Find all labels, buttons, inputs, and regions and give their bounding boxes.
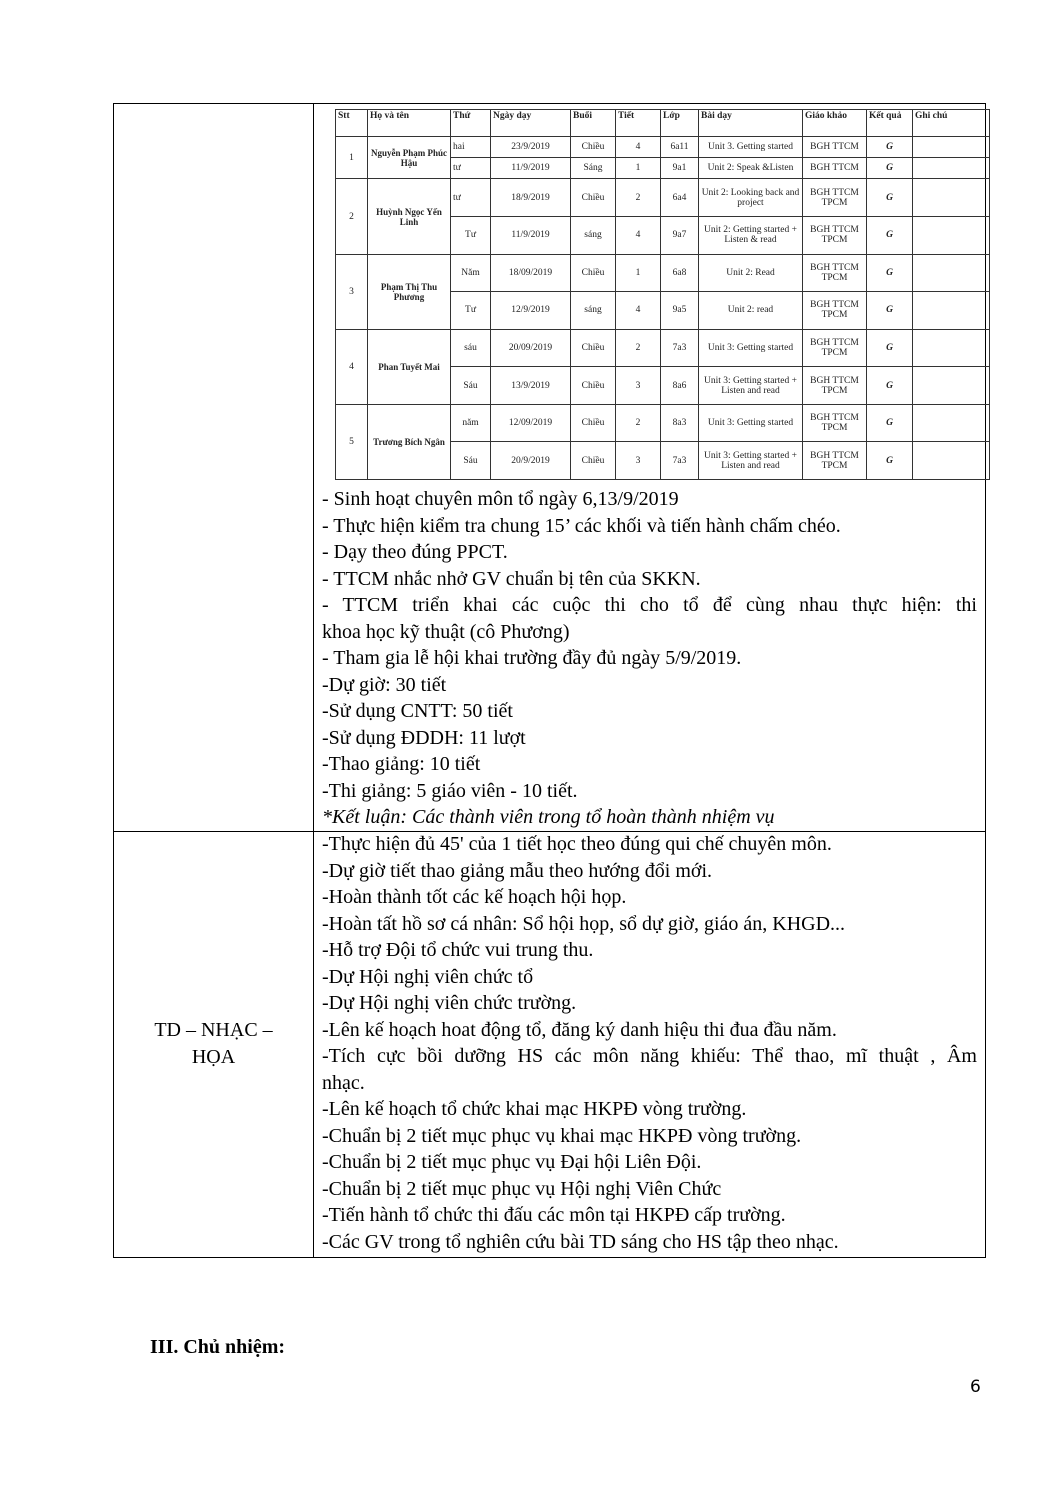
english-activities <box>322 486 977 831</box>
examiner-cell: BGH TTCM TPCM <box>803 292 867 330</box>
examiner-cell: BGH TTCM TPCM <box>803 179 867 217</box>
lesson-cell: Unit 3: Getting started <box>699 329 803 367</box>
session-cell: Chiều <box>571 137 616 158</box>
period-cell: 2 <box>616 179 661 217</box>
period-cell: 4 <box>616 217 661 255</box>
note-cell <box>913 217 990 255</box>
session-cell: Chiều <box>571 179 616 217</box>
period-cell: 4 <box>616 137 661 158</box>
class-cell: 6a11 <box>661 137 699 158</box>
examiner-cell: BGH TTCM TPCM <box>803 254 867 292</box>
session-cell: Sáng <box>571 158 616 179</box>
lesson-cell: Unit 2: Read <box>699 254 803 292</box>
period-cell: 3 <box>616 442 661 480</box>
section-heading: III. Chủ nhiệm: <box>150 1336 286 1358</box>
page-number: 6 <box>970 1377 981 1397</box>
group-name-cell <box>114 831 313 1257</box>
period-cell: 3 <box>616 367 661 405</box>
teacher-name: Phạm Thị Thu Phương <box>368 254 451 329</box>
note-cell <box>913 329 990 367</box>
date-cell: 13/9/2019 <box>491 367 571 405</box>
examiner-cell: BGH TTCM <box>803 158 867 179</box>
table-row <box>336 179 990 217</box>
day-cell: năm <box>451 404 491 442</box>
activity-line: -Hỗ trợ Đội tổ chức vui trung thu. <box>322 939 594 961</box>
teacher-name: Trương Bích Ngân <box>368 404 451 479</box>
class-cell: 7a3 <box>661 329 699 367</box>
note-cell <box>913 254 990 292</box>
date-cell: 12/9/2019 <box>491 292 571 330</box>
result-cell: G <box>867 442 913 480</box>
table-row <box>336 329 990 367</box>
class-cell: 9a5 <box>661 292 699 330</box>
header-cell: Tiết <box>616 110 661 137</box>
activity-line: - Sinh hoạt chuyên môn tổ ngày 6,13/9/2019 <box>322 488 679 510</box>
note-cell <box>913 179 990 217</box>
lesson-cell: Unit 3. Getting started <box>699 137 803 158</box>
date-cell: 20/09/2019 <box>491 329 571 367</box>
activity-line: -Dự Hội nghị viên chức tổ <box>322 965 534 988</box>
session-cell: Chiều <box>571 254 616 292</box>
examiner-cell: BGH TTCM <box>803 137 867 158</box>
result-cell: G <box>867 254 913 292</box>
session-cell: Chiều <box>571 367 616 405</box>
table-row <box>336 254 990 292</box>
day-cell: Tư <box>451 292 491 330</box>
activity-line: khoa học kỹ thuật (cô Phương) <box>322 620 570 643</box>
session-cell: Chiều <box>571 329 616 367</box>
activity-line: -Các GV trong tổ nghiên cứu bài TD sáng cho HS tập theo nhạc. <box>322 1230 839 1253</box>
activity-line: -Tiến hành tổ chức thi đấu các môn tại HKPĐ cấp trường. <box>322 1204 786 1226</box>
activity-line: -Chuẩn bị 2 tiết mục phục vụ Đại hội Liên Đội. <box>322 1151 702 1173</box>
activity-line: -Thi giảng: 5 giáo viên - 10 tiết. <box>322 779 578 802</box>
schedule-header-row <box>336 110 990 137</box>
stt-cell: 2 <box>336 179 368 254</box>
group-activities <box>322 831 977 1255</box>
period-cell: 4 <box>616 292 661 330</box>
result-cell: G <box>867 404 913 442</box>
date-cell: 11/9/2019 <box>491 158 571 179</box>
activity-line: -Lên kế hoạch tổ chức khai mạc HKPĐ vòng trường. <box>322 1098 747 1120</box>
session-cell: sáng <box>571 217 616 255</box>
teacher-name: Huỳnh Ngọc Yến Linh <box>368 179 451 254</box>
activity-line: - Tham gia lễ hội khai trường đầy đủ ngày 5/9/2019. <box>322 647 742 669</box>
activity-line: nhạc. <box>322 1071 365 1094</box>
result-cell: G <box>867 329 913 367</box>
header-cell: Ghi chú <box>913 110 990 137</box>
header-cell: Họ và tên <box>368 110 451 137</box>
activity-line: -Tích cực bồi dưỡng HS các môn năng khiếu: Thể thao, mĩ thuật , Âm <box>322 1045 977 1067</box>
result-cell: G <box>867 179 913 217</box>
activity-line: - TTCM triển khai các cuộc thi cho tổ để cùng nhau thực hiện: thi <box>322 594 977 616</box>
day-cell: hai <box>451 137 491 158</box>
teacher-name: Nguyễn Phạm Phúc Hậu <box>368 137 451 179</box>
examiner-cell: BGH TTCM TPCM <box>803 404 867 442</box>
note-cell <box>913 137 990 158</box>
examiner-cell: BGH TTCM TPCM <box>803 442 867 480</box>
activity-line: -Thao giảng: 10 tiết <box>322 753 481 775</box>
activity-line: -Dự giờ tiết thao giảng mẫu theo hướng đổi mới. <box>322 859 713 882</box>
activity-line: -Hoàn thành tốt các kế hoạch hội họp. <box>322 886 627 908</box>
session-cell: Chiều <box>571 442 616 480</box>
activity-line: -Sử dụng ĐDDH: 11 lượt <box>322 726 526 749</box>
class-cell: 8a6 <box>661 367 699 405</box>
date-cell: 11/9/2019 <box>491 217 571 255</box>
period-cell: 2 <box>616 329 661 367</box>
teaching-schedule-table <box>335 109 990 480</box>
header-cell: Buổi <box>571 110 616 137</box>
lesson-cell: Unit 3: Getting started <box>699 404 803 442</box>
header-cell: Bài dạy <box>699 110 803 137</box>
session-cell: Chiều <box>571 404 616 442</box>
header-cell: Kết quả <box>867 110 913 137</box>
result-cell: G <box>867 367 913 405</box>
activity-line: -Sử dụng CNTT: 50 tiết <box>322 700 513 722</box>
activity-line: - Thực hiện kiểm tra chung 15’ các khối và tiến hành chấm chéo. <box>322 514 841 537</box>
header-cell: Ngày dạy <box>491 110 571 137</box>
stt-cell: 4 <box>336 329 368 404</box>
result-cell: G <box>867 137 913 158</box>
day-cell: Năm <box>451 254 491 292</box>
stt-cell: 5 <box>336 404 368 479</box>
result-cell: G <box>867 292 913 330</box>
session-cell: sáng <box>571 292 616 330</box>
group-name: HỌA <box>191 1046 236 1068</box>
header-cell: Stt <box>336 110 368 137</box>
date-cell: 20/9/2019 <box>491 442 571 480</box>
day-cell: sáu <box>451 329 491 367</box>
class-cell: 7a3 <box>661 442 699 480</box>
note-cell <box>913 442 990 480</box>
header-cell: Giáo khảo <box>803 110 867 137</box>
note-cell <box>913 404 990 442</box>
class-cell: 8a3 <box>661 404 699 442</box>
examiner-cell: BGH TTCM TPCM <box>803 367 867 405</box>
header-cell: Lớp <box>661 110 699 137</box>
header-cell: Thứ <box>451 110 491 137</box>
lesson-cell: Unit 2: Speak &Listen <box>699 158 803 179</box>
date-cell: 18/09/2019 <box>491 254 571 292</box>
day-cell: tư <box>451 158 491 179</box>
examiner-cell: BGH TTCM TPCM <box>803 217 867 255</box>
table-row <box>336 137 990 158</box>
note-cell <box>913 158 990 179</box>
activity-line: -Thực hiện đủ 45' của 1 tiết học theo đúng qui chế chuyên môn. <box>322 833 832 855</box>
activity-line: -Chuẩn bị 2 tiết mục phục vụ khai mạc HKPĐ vòng trường. <box>322 1124 802 1147</box>
note-cell <box>913 367 990 405</box>
period-cell: 1 <box>616 254 661 292</box>
activity-line: -Dự giờ: 30 tiết <box>322 673 447 696</box>
result-cell: G <box>867 158 913 179</box>
class-cell: 9a1 <box>661 158 699 179</box>
lesson-cell: Unit 3: Getting started + Listen and read <box>699 367 803 405</box>
activity-line: -Dự Hội nghị viên chức trường. <box>322 992 577 1014</box>
column-divider <box>313 104 314 1257</box>
date-cell: 12/09/2019 <box>491 404 571 442</box>
class-cell: 6a4 <box>661 179 699 217</box>
stt-cell: 3 <box>336 254 368 329</box>
day-cell: tư <box>451 179 491 217</box>
date-cell: 23/9/2019 <box>491 137 571 158</box>
result-cell: G <box>867 217 913 255</box>
day-cell: Tư <box>451 217 491 255</box>
report-table <box>113 103 986 1258</box>
activity-line: -Lên kế hoạch hoat động tổ, đăng ký danh hiệu thi đua đầu năm. <box>322 1018 837 1041</box>
lesson-cell: Unit 2: read <box>699 292 803 330</box>
examiner-cell: BGH TTCM TPCM <box>803 329 867 367</box>
period-cell: 1 <box>616 158 661 179</box>
activity-line: -Hoàn tất hồ sơ cá nhân: Sổ hội họp, sổ dự giờ, giáo án, KHGD... <box>322 912 846 935</box>
group-name: TD – NHẠC – <box>154 1019 273 1041</box>
table-row <box>336 404 990 442</box>
note-cell <box>913 292 990 330</box>
class-cell: 6a8 <box>661 254 699 292</box>
day-cell: Sáu <box>451 442 491 480</box>
period-cell: 2 <box>616 404 661 442</box>
lesson-cell: Unit 2: Getting started + Listen & read <box>699 217 803 255</box>
date-cell: 18/9/2019 <box>491 179 571 217</box>
teacher-name: Phan Tuyết Mai <box>368 329 451 404</box>
conclusion-line: *Kết luận: Các thành viên trong tổ hoàn thành nhiệm vụ <box>322 806 775 828</box>
lesson-cell: Unit 2: Looking back and project <box>699 179 803 217</box>
lesson-cell: Unit 3: Getting started + Listen and read <box>699 442 803 480</box>
activity-line: -Chuẩn bị 2 tiết mục phục vụ Hội nghị Viên Chức <box>322 1177 722 1200</box>
stt-cell: 1 <box>336 137 368 179</box>
activity-line: - Dạy theo đúng PPCT. <box>322 541 508 563</box>
class-cell: 9a7 <box>661 217 699 255</box>
activity-line: - TTCM nhắc nhở GV chuẩn bị tên của SKKN. <box>322 567 701 590</box>
day-cell: Sáu <box>451 367 491 405</box>
